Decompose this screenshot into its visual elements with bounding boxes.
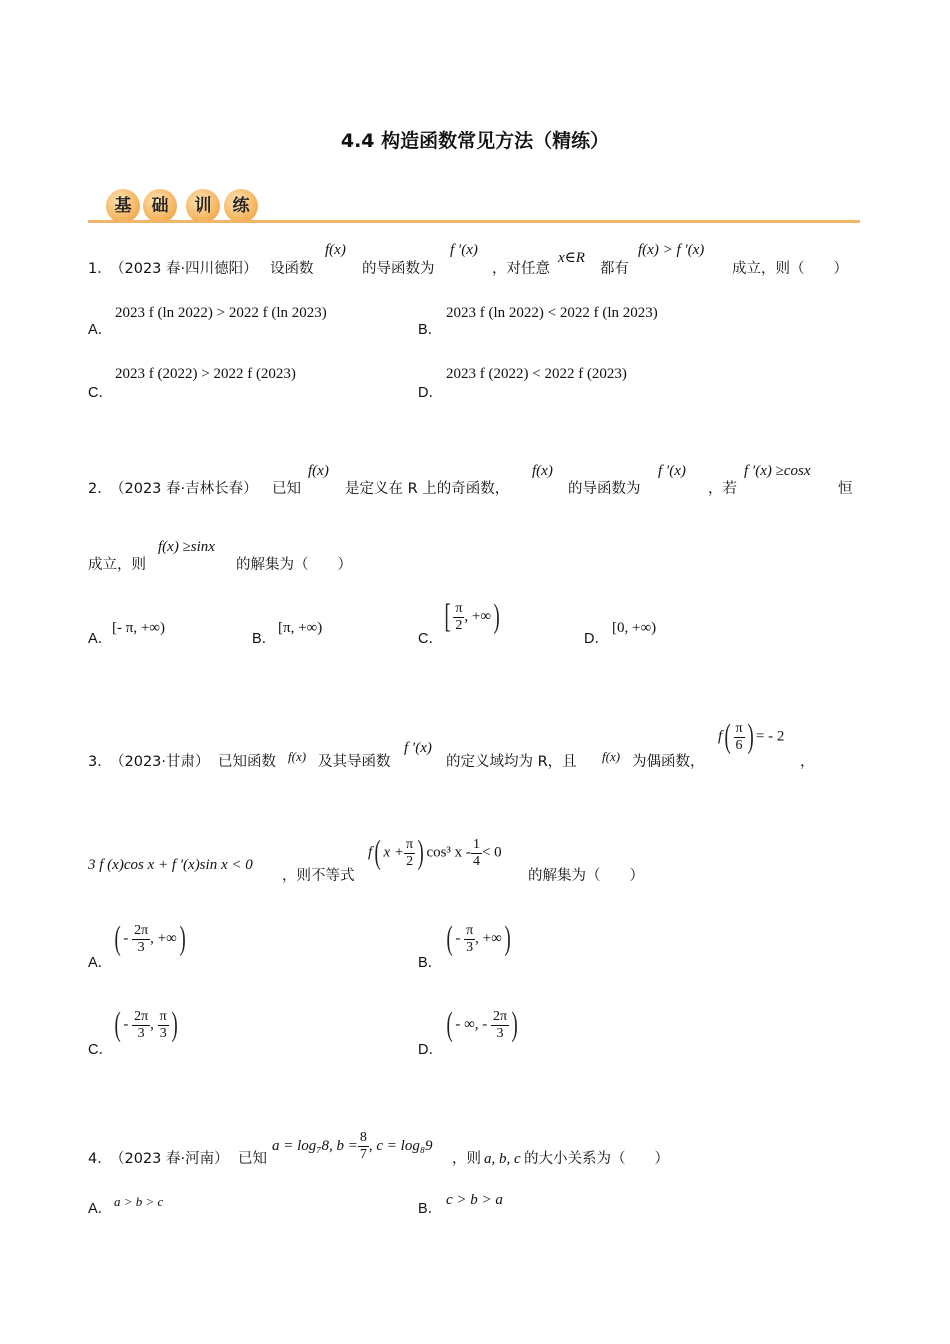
question-1-text: 设函数 xyxy=(270,261,314,277)
option-d: [0, +∞) xyxy=(612,620,657,636)
option-b: c > b > a xyxy=(446,1192,503,1208)
option-b-label: B． xyxy=(418,1201,443,1217)
question-3-text: 为偶函数， xyxy=(632,754,705,770)
question-1-fpx: f ′(x) xyxy=(450,242,478,258)
question-3-source: （2023·甘肃） xyxy=(110,754,210,770)
question-3-text: 及其导函数 xyxy=(318,754,391,770)
option-d: 2023 f (2022) < 2022 f (2023) xyxy=(446,366,627,382)
question-2-text: 是定义在 R 上的奇函数， xyxy=(345,481,510,497)
section-char-3: 训 xyxy=(186,189,220,223)
question-3-fpx: f ′(x) xyxy=(404,740,432,756)
option-a-label: A． xyxy=(88,322,113,338)
question-1-text: 成立，则（ ） xyxy=(732,261,848,277)
option-d-label: D． xyxy=(584,631,609,647)
option-b: ( - $\frac{\pi}{3}$ , +∞) xyxy=(446,920,511,957)
question-2-inequality: f(x) ≥sinx xyxy=(158,539,215,555)
option-c-label: C． xyxy=(88,1042,113,1058)
question-3-number: 3． xyxy=(88,754,112,770)
option-a-label: A． xyxy=(88,631,113,647)
question-2-text: 的导函数为 xyxy=(568,481,641,497)
option-a-label: A． xyxy=(88,955,113,971)
question-3-text: ， xyxy=(800,754,815,770)
section-char-2: 础 xyxy=(143,189,177,223)
question-4-text: ，则 xyxy=(452,1151,481,1167)
question-3-fx: f(x) xyxy=(288,749,307,764)
option-b: [π, +∞) xyxy=(278,620,323,636)
question-2-text: ，若 xyxy=(708,481,737,497)
option-c: [ $\frac{\pi}{2}$ , +∞) xyxy=(444,598,500,635)
question-2-source: （2023 春·吉林长春） xyxy=(110,481,258,497)
option-a: 2023 f (ln 2022) > 2022 f (ln 2023) xyxy=(115,305,327,321)
question-1-source: （2023 春·四川德阳） xyxy=(110,261,258,277)
question-3-inequality: f( x + $\frac{\pi}{2}$ ) cos³ x - $\frac{1}{4}$ < 0 xyxy=(368,834,502,871)
question-1-text: 的导函数为 xyxy=(362,261,435,277)
option-b-label: B． xyxy=(418,955,443,971)
question-2-fx: f(x) xyxy=(308,463,329,479)
section-char-4: 练 xyxy=(224,189,258,223)
option-b-label: B． xyxy=(252,631,277,647)
question-4-text: 已知 xyxy=(238,1151,267,1167)
option-c: ( - $\frac{2\pi}{3}$ , $\frac{\pi}{3}$ ) xyxy=(114,1006,178,1043)
question-1-number: 1． xyxy=(88,261,112,277)
question-4-number: 4． xyxy=(88,1151,112,1167)
section-char-1: 基 xyxy=(106,189,140,223)
question-2-number: 2． xyxy=(88,481,112,497)
question-3-condition: 3 f (x)cos x + f ′(x)sin x < 0 xyxy=(88,857,253,873)
question-1-domain: x∈R xyxy=(558,250,585,266)
question-3-text: 的解集为（ ） xyxy=(528,868,644,884)
question-2-text: 已知 xyxy=(272,481,301,497)
question-1-text: ，对任意 xyxy=(492,261,550,277)
question-1-condition: f(x) > f ′(x) xyxy=(638,242,705,258)
section-divider xyxy=(88,220,860,223)
option-d-label: D． xyxy=(418,385,443,401)
option-c-label: C． xyxy=(418,631,443,647)
question-4-vars: a, b, c xyxy=(484,1151,521,1167)
question-4-definitions: a = log₇8, b = $\frac{8}{7}$ , c = log₈9 xyxy=(272,1130,433,1162)
question-3-text: 的定义域均为 R，且 xyxy=(446,754,577,770)
question-2-fpx: f ′(x) xyxy=(658,463,686,479)
question-4-source: （2023 春·河南） xyxy=(110,1151,229,1167)
question-4-text: 的大小关系为（ ） xyxy=(524,1151,669,1167)
page-title: 4.4 构造函数常见方法（精练） xyxy=(340,130,610,152)
question-3-text: ，则不等式 xyxy=(282,868,355,884)
question-2-text: 成立，则 xyxy=(88,557,146,573)
option-c-label: C． xyxy=(88,385,113,401)
question-2-text: 的解集为（ ） xyxy=(236,557,352,573)
question-1-fx: f(x) xyxy=(325,242,346,258)
question-2-fx: f(x) xyxy=(532,463,553,479)
option-b-label: B． xyxy=(418,322,443,338)
question-3-value: f( $\frac{\pi}{6}$ ) = - 2 xyxy=(718,718,785,755)
option-a: [- π, +∞) xyxy=(112,620,165,636)
question-2-text: 恒 xyxy=(838,481,853,497)
option-b: 2023 f (ln 2022) < 2022 f (ln 2023) xyxy=(446,305,658,321)
option-a: ( - $\frac{2\pi}{3}$ , +∞) xyxy=(114,920,186,957)
section-header xyxy=(88,187,860,223)
question-3-fx: f(x) xyxy=(602,749,621,764)
question-2-condition: f ′(x) ≥cosx xyxy=(744,463,811,479)
option-d: ( - ∞, - $\frac{2\pi}{3}$ ) xyxy=(446,1006,518,1043)
option-d-label: D． xyxy=(418,1042,443,1058)
question-1-text: 都有 xyxy=(600,261,629,277)
option-a-label: A． xyxy=(88,1201,113,1217)
question-3-text: 已知函数 xyxy=(218,754,276,770)
option-c: 2023 f (2022) > 2022 f (2023) xyxy=(115,366,296,382)
option-a: a > b > c xyxy=(114,1194,164,1209)
